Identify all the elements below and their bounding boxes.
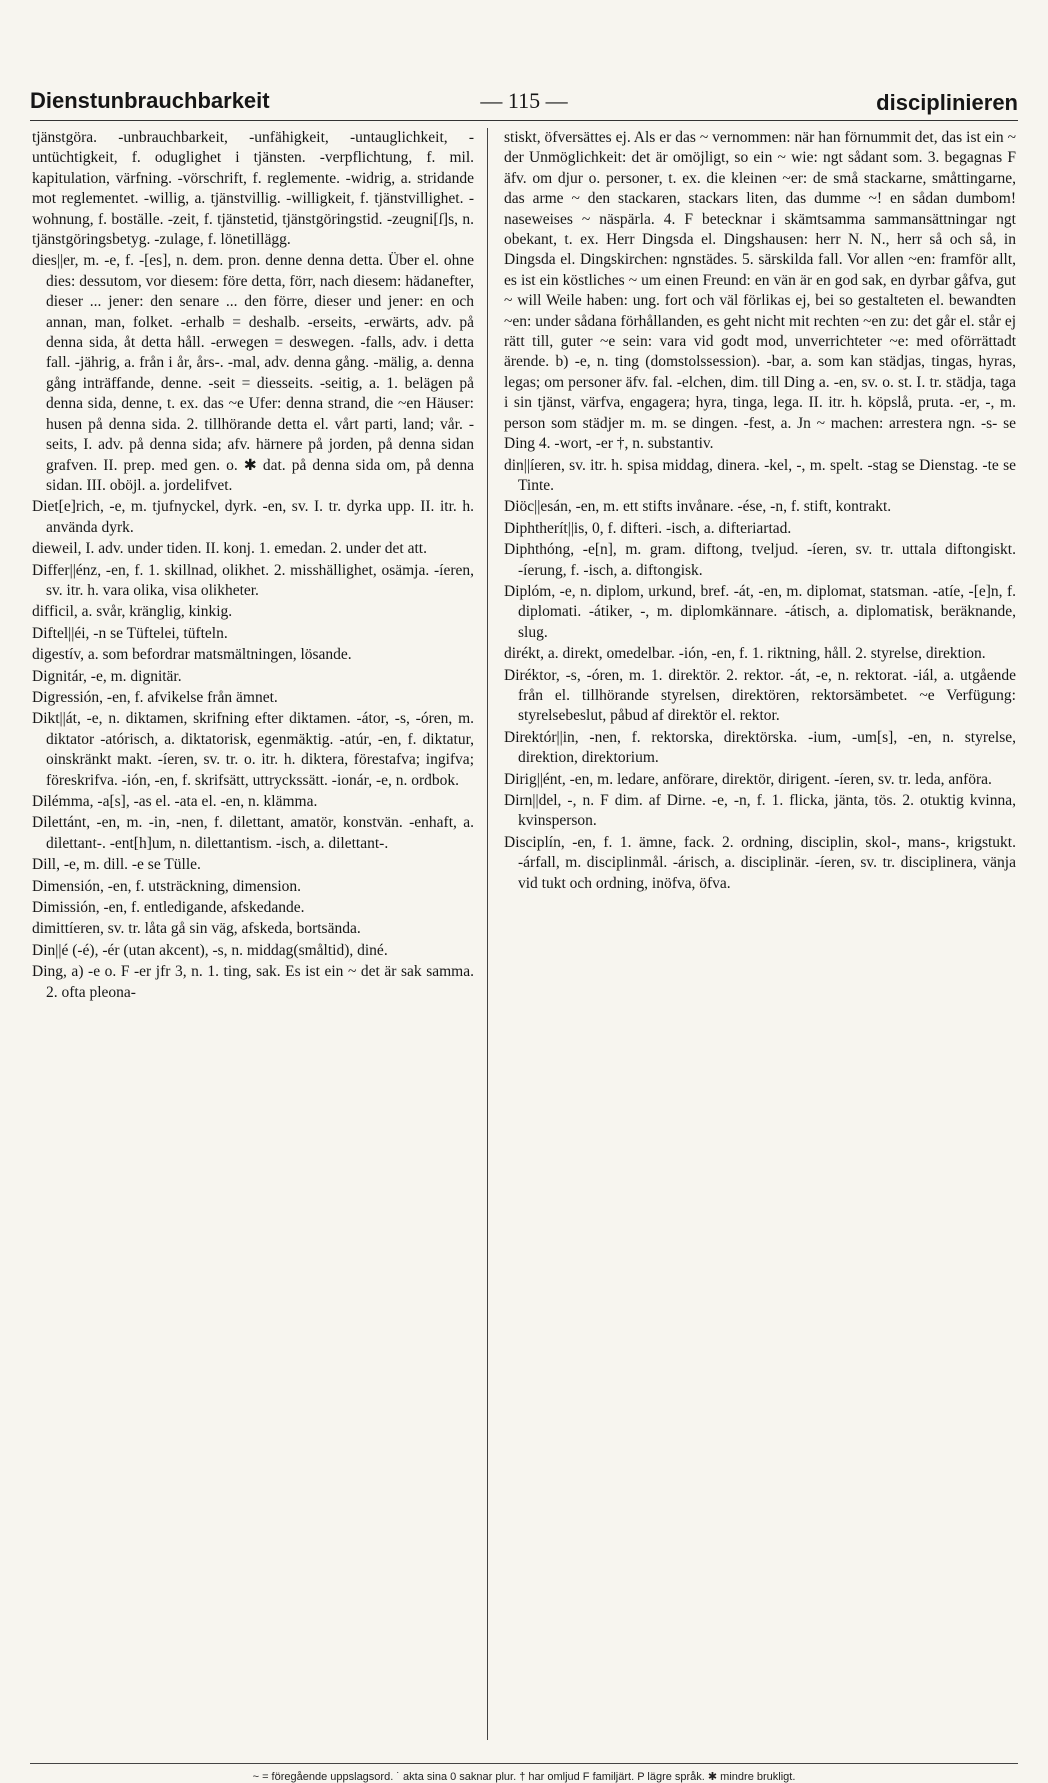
dictionary-entry: Diet[e]rich, -e, m. tjufnyckel, dyrk. -en, sv. I. tr. dyrka upp. II. itr. h. använda dyrk. — [32, 498, 474, 536]
dictionary-entry: dimittíeren, sv. tr. låta gå sin väg, afskeda, bortsända. — [32, 920, 361, 938]
dictionary-entry: Dill, -e, m. dill. -e se Tülle. — [32, 856, 201, 874]
dictionary-entry: Diplóm, -e, n. diplom, urkund, bref. -át, -en, m. diplomat, statsman. -atíe, -[e]n, f. diplomati. -átiker, -, m. diplomkännare. -átisch, a. diplomatisk, beräknande, slug. — [504, 582, 1016, 641]
dictionary-entry: Dimensión, -en, f. utsträckning, dimension. — [32, 877, 302, 895]
left-column — [32, 128, 474, 1668]
dictionary-entry: Ding, a) -e o. F -er jfr 3, n. 1. ting, sak. Es ist ein ~ det är sak samma. 2. ofta pleona- — [32, 963, 474, 1001]
dictionary-entry: Digressión, -en, f. afvikelse från ämnet. — [32, 688, 278, 706]
dictionary-entry: tjänstgöra. -unbrauchbarkeit, -unfähigkeit, -untauglichkeit, -untüchtigkeit, f. oduglighet i tjänsten. -verpflichtung, f. mil. kapitulation, värfning. -vörschrift, f. reglemente. -widrig, a. stridande mot reglementet. -willig, a. tjänstvillig. -willigkeit, f. tjänstvillighet. -wohnung, f. boställe. -zeit, f. tjänstetid, tjänstgöringstid. -zeugni[ſ]s, n. tjänstgöringsbetyg. -zulage, f. lönetillägg. — [32, 129, 474, 249]
dictionary-entry: Disciplín, -en, f. 1. ämne, fack. 2. ordning, disciplin, skol-, mans-, krigstukt. -árfall, m. disciplinmål. -árisch, a. disciplinär. -íeren, sv. tr. disciplinera, vänja vid tukt och ordning, inöfva, öfva. — [504, 833, 1016, 892]
dictionary-entry: dieweil, I. adv. under tiden. II. konj. 1. emedan. 2. under det att. — [32, 540, 427, 558]
dictionary-entry: Dirig||ént, -en, m. ledare, anförare, direktör, dirigent. -íeren, sv. tr. leda, anföra. — [504, 770, 992, 788]
dictionary-entry: Dilémma, -a[s], -as el. -ata el. -en, n. klämma. — [32, 793, 318, 810]
dictionary-entry: Din||é (-é), -ér (utan akcent), -s, n. middag(småltid), diné. — [32, 941, 388, 959]
abbreviation-legend: ~ = föregående uppslagsord. ˙ akta sina 0 saknar plur. † har omljud F familjärt. P lägre språk. ✱ mindre brukligt. — [30, 1763, 1018, 1783]
dictionary-entry: Diréktor, -s, -óren, m. 1. direktör. 2. rektor. -át, -e, n. rektorat. -iál, a. utgående från el. tillhörande styrelsen, direktören, rektorsämbetet. ~e Verfügung: styrelsebeslut, påbud af direktör el. rektor. — [504, 666, 1016, 725]
page-header — [30, 88, 1018, 128]
page-number: — 115 — — [480, 88, 568, 113]
dictionary-entry: Differ||énz, -en, f. 1. skillnad, olikhet. 2. misshällighet, osämja. -íeren, sv. itr. h. vara olika, visa olikheter. — [32, 561, 474, 599]
dictionary-entry: stiskt, öfversättes ej. Als er das ~ vernommen: när han förnummit det, das ist ein ~ der Unmöglichkeit: det är omöjligt, so ein ~ wie: ngt sådant som. 3. begagnas F äfv. om djur o. personer, t. ex. die kleinen ~er: de små stackarne, småttingarne, das arme ~ den stackaren, stackars liten, das dumme ~! en sådan dumbom! naseweises ~ näspärla. 4. F betecknar i skämtsamma sammansättningar ngt obekant, t. ex. Herr Dingsda el. Dingshausen: herr N. N., herr så och så, in Dingsda el. Dingskirchen: ngnstädes. 5. särskilda fall. Vor allen ~en: framför allt, es ist ein köstliches ~ um einen Freund: en vän är en god sak, en dyrbar gåfva, gut ~ will Weile haben: ung. fort och väl förlikas ej, bei so gestalteten el. bewandten ~en: under sådana förhållanden, es geht nicht mit rechten ~en zu: det går el. står ej rätt till, guter ~e sein: vara vid godt mod, unverrichteter ~e: med oförrättadt ärende. b) -e, n. ting (domstolssession). -bar, a. som kan städjas, tingas, hyras, legas; om personer äfv. fal. -elchen, dim. till Ding a. -en, sv. o. st. I. tr. städja, taga i sin tjänst, värfva, engagera; hyra, tinga, lega. II. itr. h. köpslå, pruta. -er, -, m. person som städjer m. m. se dingen. -fest, a. Jn ~ machen: arrestera ngn. -s- se Ding 4. -wort, -er †, n. substantiv. — [504, 129, 1016, 453]
header-rule — [30, 120, 1018, 121]
dictionary-entry: Diphtherít||is, 0, f. difteri. -isch, a. difteriartad. — [504, 519, 792, 537]
dictionary-entry: Dilettánt, -en, m. -in, -nen, f. dilettant, amatör, konstvän. -enhaft, a. dilettant-. -ent[h]um, n. dilettantism. -isch, a. dilettant-. — [32, 814, 474, 852]
dictionary-entry: Diphthóng, -e[n], m. gram. diftong, tveljud. -íeren, sv. tr. uttala diftongiskt. -íerung, f. -isch, a. diftongisk. — [504, 541, 1016, 579]
dictionary-entry: Dimissión, -en, f. entledigande, afskedande. — [32, 899, 305, 917]
dictionary-entry: Dignitár, -e, m. dignitär. — [32, 667, 182, 685]
dictionary-entry: dies||er, m. -e, f. -[es], n. dem. pron. denne denna detta. Über el. ohne dies: dessutom, vor diesem: före detta, förr, nach diesem: hädanefter, dieser ... jener: den senare ... den förre, dieser und jener: en och annan, man, folket. -erhalb = deshalb. -erseits, -erwärts, adv. på denna sida, åt detta håll. -erwegen = deswegen. -falls, adv. i detta fall. -jährig, a. från i år, års-. -mal, adv. denna gång. -mälig, a. denna gång inträffande, denne. -seit = diesseits. -seitig, a. 1. belägen på denna sida, denne, t. ex. das ~e Ufer: denna strand, die ~en Häuser: husen på denna sida. 2. tillhörande detta el. vårt parti, land; vår. -seits, I. adv. på denna sida; afv. härnere på jorden, på denna sidan grafven. II. prep. med gen. o. ✱ dat. på denna sida om, på denna sidan. III. oböjl. a. jordelifvet. — [32, 252, 474, 494]
column-divider — [487, 128, 488, 1740]
dictionary-entry: Direktór||in, -nen, f. rektorska, direktörska. -ium, -um[s], -en, n. styrelse, direktion, direktorium. — [504, 728, 1016, 767]
right-column — [504, 128, 1016, 1668]
left-headword: Dienstunbrauchbarkeit — [30, 88, 270, 113]
dictionary-entry: difficil, a. svår, kränglig, kinkig. — [32, 603, 233, 621]
dictionary-entry: dirékt, a. direkt, omedelbar. -ión, -en, f. 1. riktning, håll. 2. styrelse, direktion. — [504, 645, 986, 663]
dictionary-entry: Dikt||át, -e, n. diktamen, skrifning efter diktamen. -átor, -s, -óren, m. diktator -atórisch, a. diktatorisk, egenmäktig. -atúr, -en, f. diktatur, oinskränkt makt. -íeren, sv. tr. o. itr. h. diktera, förestafva; ingifva; föreskrifva. -ión, -en, f. skrifsätt, uttryckssätt. -ionár, -e, n. ordbok. — [32, 710, 474, 789]
dictionary-entry: Diftel||éi, -n se Tüftelei, tüfteln. — [32, 624, 228, 642]
right-headword: disciplinieren — [876, 90, 1018, 115]
dictionary-entry: Diöc||esán, -en, m. ett stifts invånare. -ése, -n, f. stift, kontrakt. — [504, 498, 892, 516]
dictionary-entry: digestív, a. som befordrar matsmältningen, lösande. — [32, 646, 352, 664]
dictionary-entry: Dirn||del, -, n. F dim. af Dirne. -e, -n, f. 1. flicka, jänta, tös. 2. otuktig kvinna, kvinsperson. — [504, 792, 1016, 830]
dictionary-entry: din||íeren, sv. itr. h. spisa middag, dinera. -kel, -, m. spelt. -stag se Dienstag. -te se Tinte. — [504, 456, 1016, 494]
